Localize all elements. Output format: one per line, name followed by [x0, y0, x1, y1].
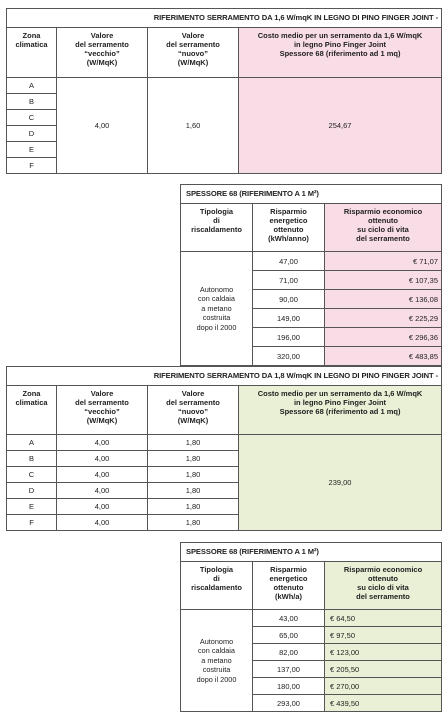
zone-cell: B	[7, 451, 57, 467]
header-new-value: Valore del serramento “nuovo” (W/MqK)	[148, 28, 239, 78]
cost-cell: 254,67	[239, 78, 442, 174]
table-title: RIFERIMENTO SERRAMENTO DA 1,8 W/mqK IN LEGNO DI PINO FINGER JOINT -	[7, 367, 442, 386]
kwh-cell: 90,00	[253, 290, 325, 309]
cost-cell: 239,00	[239, 435, 442, 531]
eur-cell: € 97,50	[325, 627, 442, 644]
new-value-cell: 1,80	[148, 451, 239, 467]
kwh-cell: 47,00	[253, 252, 325, 271]
old-value-cell: 4,00	[57, 435, 148, 451]
kwh-cell: 65,00	[253, 627, 325, 644]
savings-table-1-6	[180, 184, 442, 366]
reference-table-1-8	[6, 366, 442, 531]
zone-cell: F	[7, 158, 57, 174]
zone-cell: E	[7, 142, 57, 158]
header-old-value: Valore del serramento “vecchio” (W/MqK)	[57, 28, 148, 78]
zone-cell: A	[7, 78, 57, 94]
kwh-cell: 137,00	[253, 661, 325, 678]
heating-type-cell: Autonomo con caldaia a metano costruita dopo il 2000	[181, 252, 253, 366]
old-value-cell: 4,00	[57, 515, 148, 531]
eur-cell: € 64,50	[325, 610, 442, 627]
header-heating-type: Tipologia di riscaldamento	[181, 204, 253, 252]
new-value-cell: 1,80	[148, 515, 239, 531]
header-economic-saving: Risparmio economico ottenuto su ciclo di vita del serramento	[325, 204, 442, 252]
new-value-cell: 1,80	[148, 467, 239, 483]
header-cost: Costo medio per un serramento da 1,6 W/mqK in legno Pino Finger Joint Spessore 68 (riferimento ad 1 mq)	[239, 386, 442, 435]
table-title: SPESSORE 68 (RIFERIMENTO A 1 M²)	[181, 543, 442, 562]
zone-cell: D	[7, 483, 57, 499]
header-economic-saving: Risparmio economico ottenuto su ciclo di vita del serramento	[325, 562, 442, 610]
kwh-cell: 149,00	[253, 309, 325, 328]
header-zone: Zona climatica	[7, 28, 57, 78]
new-value-cell: 1,60	[148, 78, 239, 174]
zone-cell: C	[7, 110, 57, 126]
old-value-cell: 4,00	[57, 78, 148, 174]
zone-cell: D	[7, 126, 57, 142]
kwh-cell: 320,00	[253, 347, 325, 366]
old-value-cell: 4,00	[57, 483, 148, 499]
zone-cell: E	[7, 499, 57, 515]
new-value-cell: 1,80	[148, 435, 239, 451]
header-old-value: Valore del serramento “vecchio” (W/MqK)	[57, 386, 148, 435]
old-value-cell: 4,00	[57, 467, 148, 483]
reference-table-1-6	[6, 8, 442, 174]
kwh-cell: 82,00	[253, 644, 325, 661]
zone-cell: F	[7, 515, 57, 531]
header-heating-type: Tipologia di riscaldamento	[181, 562, 253, 610]
kwh-cell: 293,00	[253, 695, 325, 712]
kwh-cell: 71,00	[253, 271, 325, 290]
kwh-cell: 196,00	[253, 328, 325, 347]
kwh-cell: 180,00	[253, 678, 325, 695]
eur-cell: € 123,00	[325, 644, 442, 661]
eur-cell: € 483,85	[325, 347, 442, 366]
header-energy-saving: Risparmio energetico ottenuto (kWh/a)	[253, 562, 325, 610]
eur-cell: € 270,00	[325, 678, 442, 695]
header-cost: Costo medio per un serramento da 1,6 W/mqK in legno Pino Finger Joint Spessore 68 (riferimento ad 1 mq)	[239, 28, 442, 78]
eur-cell: € 225,29	[325, 309, 442, 328]
header-zone: Zona climatica	[7, 386, 57, 435]
eur-cell: € 71,07	[325, 252, 442, 271]
old-value-cell: 4,00	[57, 499, 148, 515]
header-energy-saving: Risparmio energetico ottenuto (kWh/anno)	[253, 204, 325, 252]
old-value-cell: 4,00	[57, 451, 148, 467]
kwh-cell: 43,00	[253, 610, 325, 627]
savings-table-1-8	[180, 542, 442, 712]
eur-cell: € 439,50	[325, 695, 442, 712]
new-value-cell: 1,80	[148, 483, 239, 499]
eur-cell: € 205,50	[325, 661, 442, 678]
eur-cell: € 136,08	[325, 290, 442, 309]
table-title: SPESSORE 68 (RIFERIMENTO A 1 M²)	[181, 185, 442, 204]
zone-cell: A	[7, 435, 57, 451]
zone-cell: B	[7, 94, 57, 110]
table-title: RIFERIMENTO SERRAMENTO DA 1,6 W/mqK IN LEGNO DI PINO FINGER JOINT -	[7, 9, 442, 28]
eur-cell: € 107,35	[325, 271, 442, 290]
heating-type-cell: Autonomo con caldaia a metano costruita dopo il 2000	[181, 610, 253, 712]
new-value-cell: 1,80	[148, 499, 239, 515]
eur-cell: € 296,36	[325, 328, 442, 347]
header-new-value: Valore del serramento “nuovo” (W/MqK)	[148, 386, 239, 435]
zone-cell: C	[7, 467, 57, 483]
